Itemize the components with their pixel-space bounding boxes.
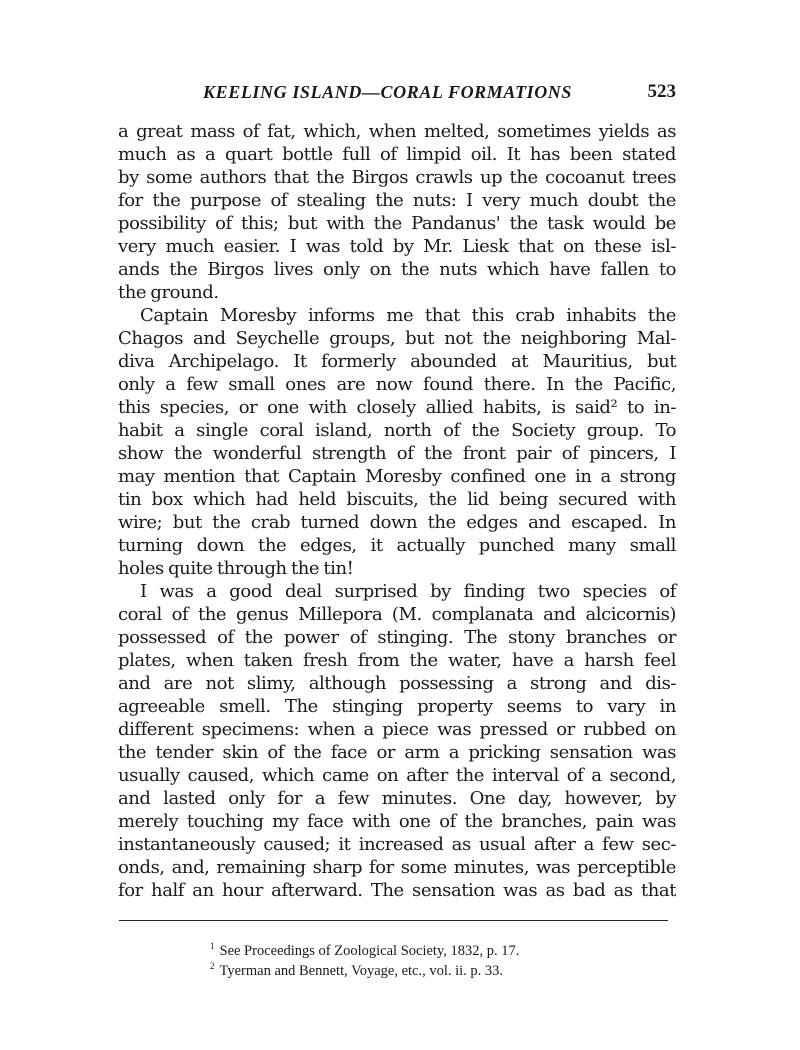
- text-line: Chagos and Seychelle groups, but not the neighboring Mal-: [118, 328, 676, 349]
- text-line: agreeable smell. The stinging property seems to vary in: [118, 696, 676, 717]
- text-line: tin box which had held biscuits, the lid being secured with: [118, 489, 676, 510]
- text-line: coral of the genus Millepora (M. complanata and alcicornis): [118, 604, 676, 625]
- text-line: diva Archipelago. It formerly abounded at Mauritius, but: [118, 351, 676, 372]
- text-line: the ground.: [118, 282, 219, 303]
- text-line: this species, or one with closely allied habits, is said² to in-: [118, 397, 676, 418]
- text-line: merely touching my face with one of the branches, pain was: [118, 811, 676, 832]
- text-line: usually caused, which came on after the interval of a second,: [118, 765, 676, 786]
- text-line: a great mass of fat, which, when melted, sometimes yields as: [118, 121, 676, 142]
- text-line: possessed of the power of stinging. The stony branches or: [118, 627, 676, 648]
- running-title: KEELING ISLAND—CORAL FORMATIONS: [203, 81, 573, 102]
- text-line: onds, and, remaining sharp for some minutes, was perceptible: [118, 857, 676, 878]
- footnote: [210, 956, 670, 979]
- text-line: Captain Moresby informs me that this crab inhabits the: [140, 305, 676, 326]
- text-line: the tender skin of the face or arm a pricking sensation was: [118, 742, 676, 763]
- text-line: very much easier. I was told by Mr. Liesk that on these isl-: [118, 236, 676, 257]
- text-line: much as a quart bottle full of limpid oil. It has been stated: [118, 144, 676, 165]
- footnotes: [210, 936, 670, 979]
- text-line: different specimens: when a piece was pressed or rubbed on: [118, 719, 676, 740]
- body-text: [118, 120, 676, 902]
- text-line: for half an hour afterward. The sensation was as bad as that: [118, 880, 676, 901]
- footnote-text: Tyerman and Bennett, Voyage, etc., vol. ii. p. 33.: [219, 962, 504, 979]
- text-line: may mention that Captain Moresby confined one in a strong: [118, 466, 676, 487]
- footnote-marker: 1: [210, 941, 215, 951]
- text-line: possibility of this; but with the Pandanus' the task would be: [118, 213, 676, 234]
- text-line: habit a single coral island, north of the Society group. To: [118, 420, 676, 441]
- text-line: by some authors that the Birgos crawls up the cocoanut trees: [118, 167, 676, 188]
- text-line: instantaneously caused; it increased as usual after a few sec-: [118, 834, 676, 855]
- footnote-divider: [119, 920, 668, 921]
- text-line: show the wonderful strength of the front pair of pincers, I: [118, 443, 676, 464]
- footnote-marker: 2: [210, 961, 215, 971]
- text-line: I was a good deal surprised by finding two species of: [140, 581, 676, 602]
- text-line: turning down the edges, it actually punched many small: [118, 535, 676, 556]
- text-line: ands the Birgos lives only on the nuts which have fallen to: [118, 259, 676, 280]
- footnote-text: See Proceedings of Zoological Society, 1832, p. 17.: [219, 942, 520, 959]
- footnote: [210, 936, 670, 959]
- text-line: and lasted only for a few minutes. One day, however, by: [118, 788, 676, 809]
- text-line: wire; but the crab turned down the edges and escaped. In: [118, 512, 676, 533]
- page-number: 523: [647, 81, 676, 102]
- text-line: and are not slimy, although possessing a strong and dis-: [118, 673, 676, 694]
- text-line: for the purpose of stealing the nuts: I very much doubt the: [118, 190, 676, 211]
- text-line: only a few small ones are now found there. In the Pacific,: [118, 374, 676, 395]
- text-line: holes quite through the tin!: [118, 558, 354, 579]
- text-line: plates, when taken fresh from the water, have a harsh feel: [118, 650, 676, 671]
- running-head: [118, 78, 678, 106]
